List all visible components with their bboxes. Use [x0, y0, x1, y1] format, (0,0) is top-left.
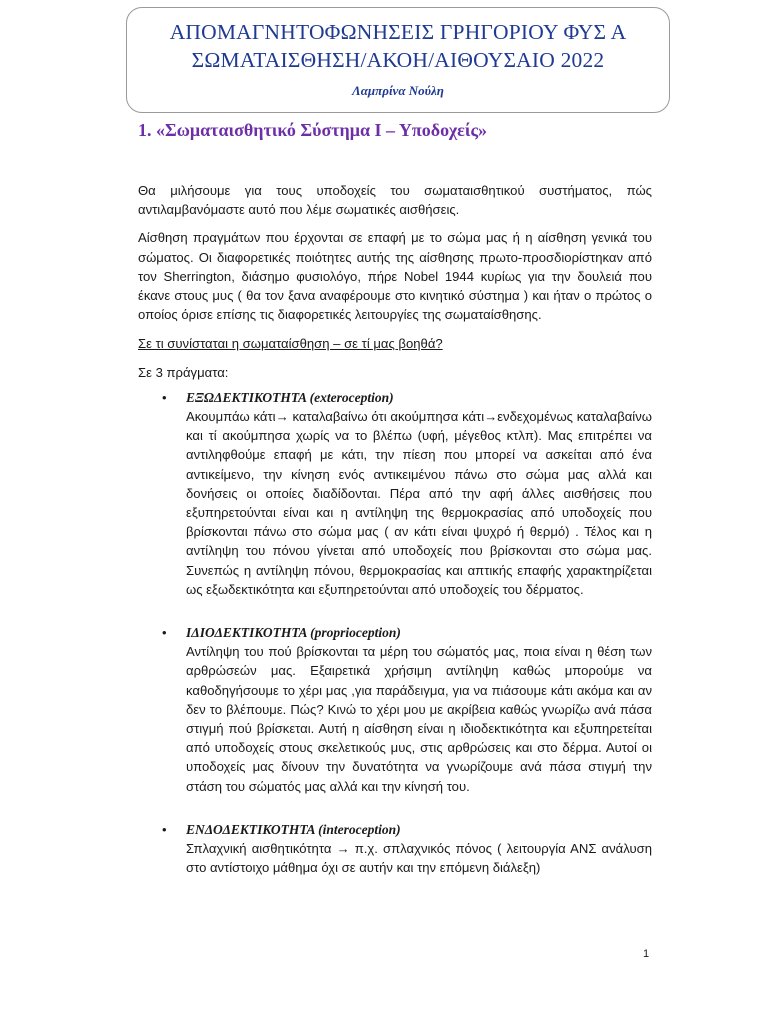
bullet-icon: • — [162, 821, 167, 837]
question-underlined: Σε τι συνίσταται η σωματαίσθηση – σε τί μας βοηθά? — [138, 336, 443, 352]
page-number: 1 — [643, 948, 650, 960]
author-name: Λαμπρίνα Νούλη — [352, 83, 444, 98]
text-exteroception: Ακουμπάω κάτι→ καταλαβαίνω ότι ακούμπησα κάτι→ενδεχομένως καταλαβαίνω και τί ακούμπησα χωρίς να το βλέπω (υφή, μέγεθος κτλπ). Μας επιτρέπει να αντιληφθούμε επαφή με κάτι, την πίεση που μπορεί να ασκείται από ένα αντικείμενο, την κίνηση ενός αντικειμένου πάνω στο σώμα μας αλλά και δονήσεις οι οποίες διαδίδονται. Πέρα από την αφή άλλες αισθήσεις που εξυπηρετούνται είναι και η αντίληψη της θερμοκρασίας από υποδοχείς που βρίσκονται πάνω στο σώμα μας ( αν κάτι είναι ψυχρό ή θερμό) . Τέλος και η αντίληψη του πόνου γίνεται από υποδοχείς που βρίσκονται στο σώμα μας. Συνεπώς η αντίληψη πόνου, θερμοκρασίας και απτικής επαφής χαρακτηρίζεται ως εξωδεκτικότητα και εξυπηρετούνται από υποδοχείς του δέρματος. — [186, 409, 652, 597]
section-heading: 1. «Σωματαισθητικό Σύστημα Ι – Υποδοχείς» — [138, 120, 488, 140]
list-item-exteroception — [138, 388, 652, 599]
text-interoception: Σπλαχνική αισθητικότητα → π.χ. σπλαχνικός πόνος ( λειτουργία ΑΝΣ ανάλυση στο αντίστοιχο μάθημα όχι σε αυτήν και την επόμενη διάλεξη) — [186, 841, 652, 876]
title-line-2: ΣΩΜΑΤΑΙΣΘΗΣΗ/ΑΚΟΗ/ΑΙΘΟΥΣΑΙΟ 2022 — [191, 48, 605, 72]
title-line-1: ΑΠΟΜΑΓΝΗΤΟΦΩΝΗΣΕΙΣ ΓΡΗΓΟΡΙΟΥ ΦΥΣ Α — [169, 20, 627, 44]
receptor-list — [138, 388, 652, 878]
bullet-icon: • — [162, 625, 167, 641]
term-interoception: ΕΝΔΟΔΕΚΤΙΚΟΤΗΤΑ (interoception) — [186, 821, 401, 837]
paragraph-intro: Θα μιλήσουμε για τους υποδοχείς του σωματαισθητικού συστήματος, πώς αντιλαμβανόμαστε αυτό που λέμε σωματικές αισθήσεις. — [138, 183, 652, 218]
paragraph-sherrington: Αίσθηση πραγμάτων που έρχονται σε επαφή με το σώμα μας ή η αίσθηση γενικά του σώματος. Οι διαφορετικές ποιότητες αυτής της αίσθησης πρωτο-προσδιορίστηκαν από τον Sherrington, διάσημο φυσιολόγο, πήρε Nobel 1944 κυρίως για την δουλειά που έκανε στους μυς ( θα τον ξανα αναφέρουμε στο κινητικό σύστημα ) και ήταν ο πρώτος ο οποίος όρισε επίσης τις διαφορετικές λειτουργίες της σωματαίσθησης. — [138, 230, 652, 323]
term-exteroception: ΕΞΩΔΕΚΤΙΚΟΤΗΤΑ (exteroception) — [186, 389, 394, 405]
term-proprioception: ΙΔΙΟΔΕΚΤΙΚΟΤΗΤΑ (proprioception) — [186, 625, 401, 641]
document-title — [127, 18, 669, 74]
document-body — [138, 181, 652, 902]
bullet-icon: • — [162, 389, 167, 405]
text-proprioception: Αντίληψη του πού βρίσκονται τα μέρη του σώματός μας, ποια είναι η θέση των αρθρώσεών μας. Εξαιρετικά χρήσιμη αντίληψη καθώς μπορούμε να καθοδηγήσουμε το χέρι μας ,για παράδειγμα, για να πιάσουμε κάτι ακόμα και αν δεν το βλέπουμε. Πώς? Κινώ το χέρι μου με ακρίβεια καθώς γνωρίζω ανά πάσα στιγμή πού βρίσκεται. Αυτή η αίσθηση είναι η ιδιοδεκτικότητα και εξυπηρετείται από υποδοχείς στους σκελετικούς μυς, στις αρθρώσεις και στο δέρμα. Αυτοί οι υποδοχείς μας δίνουν την δυνατότητα να γνωρίζουμε ανά πάσα στιγμή την στάση του σώματός μας αλλά και την κίνησή του. — [186, 644, 652, 794]
title-box — [126, 7, 670, 113]
list-item-interoception — [138, 820, 652, 878]
list-item-proprioception — [138, 623, 652, 796]
list-intro: Σε 3 πράγματα: — [138, 364, 229, 380]
